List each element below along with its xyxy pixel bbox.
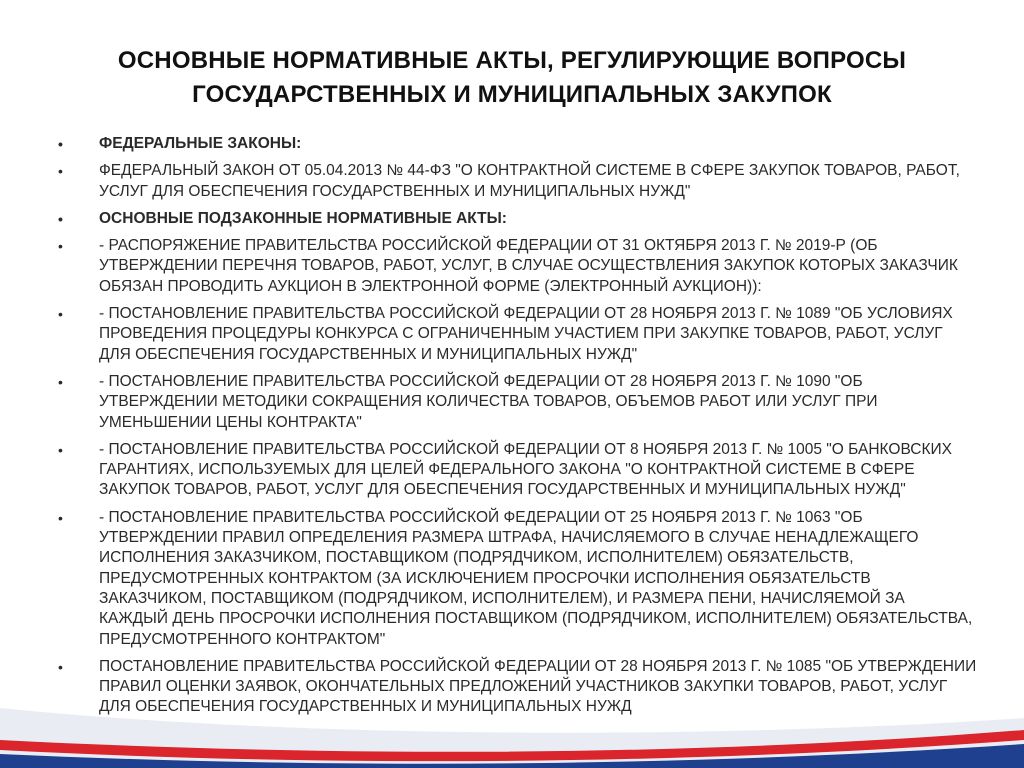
item-text: - ПОСТАНОВЛЕНИЕ ПРАВИТЕЛЬСТВА РОССИЙСКОЙ ФЕДЕРАЦИИ ОТ 8 НОЯБРЯ 2013 Г. № 1005 "О БАНКОВСКИХ ГАРАНТИЯХ, ИСПОЛЬЗУЕМЫХ ДЛЯ ЦЕЛЕЙ ФЕДЕРАЛЬНОГО ЗАКОНА "О КОНТРАКТНОЙ СИСТЕМЕ В СФЕРЕ ЗАКУПОК ТОВАРОВ, РАБОТ, УСЛУГ ДЛЯ ОБЕСПЕЧЕНИЯ ГОСУДАРСТВЕННЫХ И МУНИЦИПАЛЬНЫХ НУЖД"	[99, 440, 952, 499]
list-item	[58, 209, 978, 229]
list-item	[58, 236, 978, 297]
list-item	[58, 304, 978, 365]
bullet-icon: •	[58, 373, 63, 390]
title-line-2: ГОСУДАРСТВЕННЫХ И МУНИЦИПАЛЬНЫХ ЗАКУПОК	[192, 81, 832, 108]
bullet-icon: •	[58, 509, 63, 526]
item-text: ПОСТАНОВЛЕНИЕ ПРАВИТЕЛЬСТВА РОССИЙСКОЙ ФЕДЕРАЦИИ ОТ 28 НОЯБРЯ 2013 Г. № 1085 "ОБ УТВЕРЖДЕНИИ ПРАВИЛ ОЦЕНКИ ЗАЯВОК, ОКОНЧАТЕЛЬНЫХ ПРЕДЛОЖЕНИЙ УЧАСТНИКОВ ЗАКУПКИ ТОВАРОВ, РАБОТ, УСЛУГ ДЛЯ ОБЕСПЕЧЕНИЯ ГОСУДАРСТВЕННЫХ И МУНИЦИПАЛЬНЫХ НУЖД	[99, 657, 977, 716]
bullet-icon: •	[58, 210, 63, 227]
title-line-1: ОСНОВНЫЕ НОРМАТИВНЫЕ АКТЫ, РЕГУЛИРУЮЩИЕ ВОПРОСЫ	[117, 47, 907, 74]
list-item	[58, 161, 978, 202]
list-item	[58, 134, 978, 154]
item-text: ОСНОВНЫЕ ПОДЗАКОННЫЕ НОРМАТИВНЫЕ АКТЫ:	[99, 209, 507, 227]
bullet-icon: •	[58, 658, 63, 675]
bullet-icon: •	[58, 136, 63, 152]
slide-title	[90, 44, 934, 112]
bullet-icon: •	[58, 238, 63, 255]
list-item	[58, 440, 978, 501]
item-text: - ПОСТАНОВЛЕНИЕ ПРАВИТЕЛЬСТВА РОССИЙСКОЙ ФЕДЕРАЦИИ ОТ 28 НОЯБРЯ 2013 Г. № 1090 "ОБ УТВЕРЖДЕНИИ МЕТОДИКИ СОКРАЩЕНИЯ КОЛИЧЕСТВА ТОВАРОВ, ОБЪЕМОВ РАБОТ ИЛИ УСЛУГ ПРИ УМЕНЬШЕНИИ ЦЕНЫ КОНТРАКТА"	[99, 372, 878, 431]
list-item	[58, 508, 978, 650]
decorative-band	[0, 678, 1024, 768]
item-text: ФЕДЕРАЛЬНЫЙ ЗАКОН ОТ 05.04.2013 № 44-ФЗ "О КОНТРАКТНОЙ СИСТЕМЕ В СФЕРЕ ЗАКУПОК ТОВАРОВ, РАБОТ, УСЛУГ ДЛЯ ОБЕСПЕЧЕНИЯ ГОСУДАРСТВЕННЫХ И МУНИЦИПАЛЬНЫХ НУЖД"	[99, 162, 960, 200]
item-text: - ПОСТАНОВЛЕНИЕ ПРАВИТЕЛЬСТВА РОССИЙСКОЙ ФЕДЕРАЦИИ ОТ 25 НОЯБРЯ 2013 Г. № 1063 "ОБ УТВЕРЖДЕНИИ ПРАВИЛ ОПРЕДЕЛЕНИЯ РАЗМЕРА ШТРАФА, НАЧИСЛЯЕМОГО В СЛУЧАЕ НЕНАДЛЕЖАЩЕГО ИСПОЛНЕНИЯ ЗАКАЗЧИКОМ, ПОСТАВЩИКОМ (ПОДРЯДЧИКОМ, ИСПОЛНИТЕЛЕМ) ОБЯЗАТЕЛЬСТВ, ПРЕДУСМОТРЕННЫХ КОНТРАКТОМ (ЗА ИСКЛЮЧЕНИЕМ ПРОСРОЧКИ ИСПОЛНЕНИЯ ОБЯЗАТЕЛЬСТВ ЗАКАЗЧИКОМ, ПОСТАВЩИКОМ (ПОДРЯДЧИКОМ, ИСПОЛНИТЕЛЕМ), И РАЗМЕРА ПЕНИ, НАЧИСЛЯЕМОЙ ЗА КАЖДЫЙ ДЕНЬ ПРОСРОЧКИ ИСПОЛНЕНИЯ ПОСТАВЩИКОМ (ПОДРЯДЧИКОМ, ИСПОЛНИТЕЛЕМ) ОБЯЗАТЕЛЬСТВА, ПРЕДУСМОТРЕННОГО КОНТРАКТОМ"	[99, 508, 973, 648]
item-text: - ПОСТАНОВЛЕНИЕ ПРАВИТЕЛЬСТВА РОССИЙСКОЙ ФЕДЕРАЦИИ ОТ 28 НОЯБРЯ 2013 Г. № 1089 "ОБ УСЛОВИЯХ ПРОВЕДЕНИЯ ПРОЦЕДУРЫ КОНКУРСА С ОГРАНИЧЕННЫМ УЧАСТИЕМ ПРИ ЗАКУПКЕ ТОВАРОВ, РАБОТ, УСЛУГ ДЛЯ ОБЕСПЕЧЕНИЯ ГОСУДАРСТВЕННЫХ И МУНИЦИПАЛЬНЫХ НУЖД"	[99, 305, 953, 363]
bullet-list	[58, 134, 978, 725]
item-text: ФЕДЕРАЛЬНЫЕ ЗАКОНЫ:	[99, 135, 302, 152]
bullet-icon: •	[58, 441, 63, 458]
list-item	[58, 372, 978, 433]
item-text: - РАСПОРЯЖЕНИЕ ПРАВИТЕЛЬСТВА РОССИЙСКОЙ ФЕДЕРАЦИИ ОТ 31 ОКТЯБРЯ 2013 Г. № 2019-Р (ОБ УТВЕРЖДЕНИИ ПЕРЕЧНЯ ТОВАРОВ, РАБОТ, УСЛУГ, В СЛУЧАЕ ОСУЩЕСТВЛЕНИЯ ЗАКУПОК КОТОРЫХ ЗАКАЗЧИК ОБЯЗАН ПРОВОДИТЬ АУКЦИОН В ЭЛЕКТРОННОЙ ФОРМЕ (ЭЛЕКТРОННЫЙ АУКЦИОН)):	[99, 237, 958, 295]
bullet-icon: •	[58, 306, 63, 323]
bullet-icon: •	[58, 163, 63, 180]
